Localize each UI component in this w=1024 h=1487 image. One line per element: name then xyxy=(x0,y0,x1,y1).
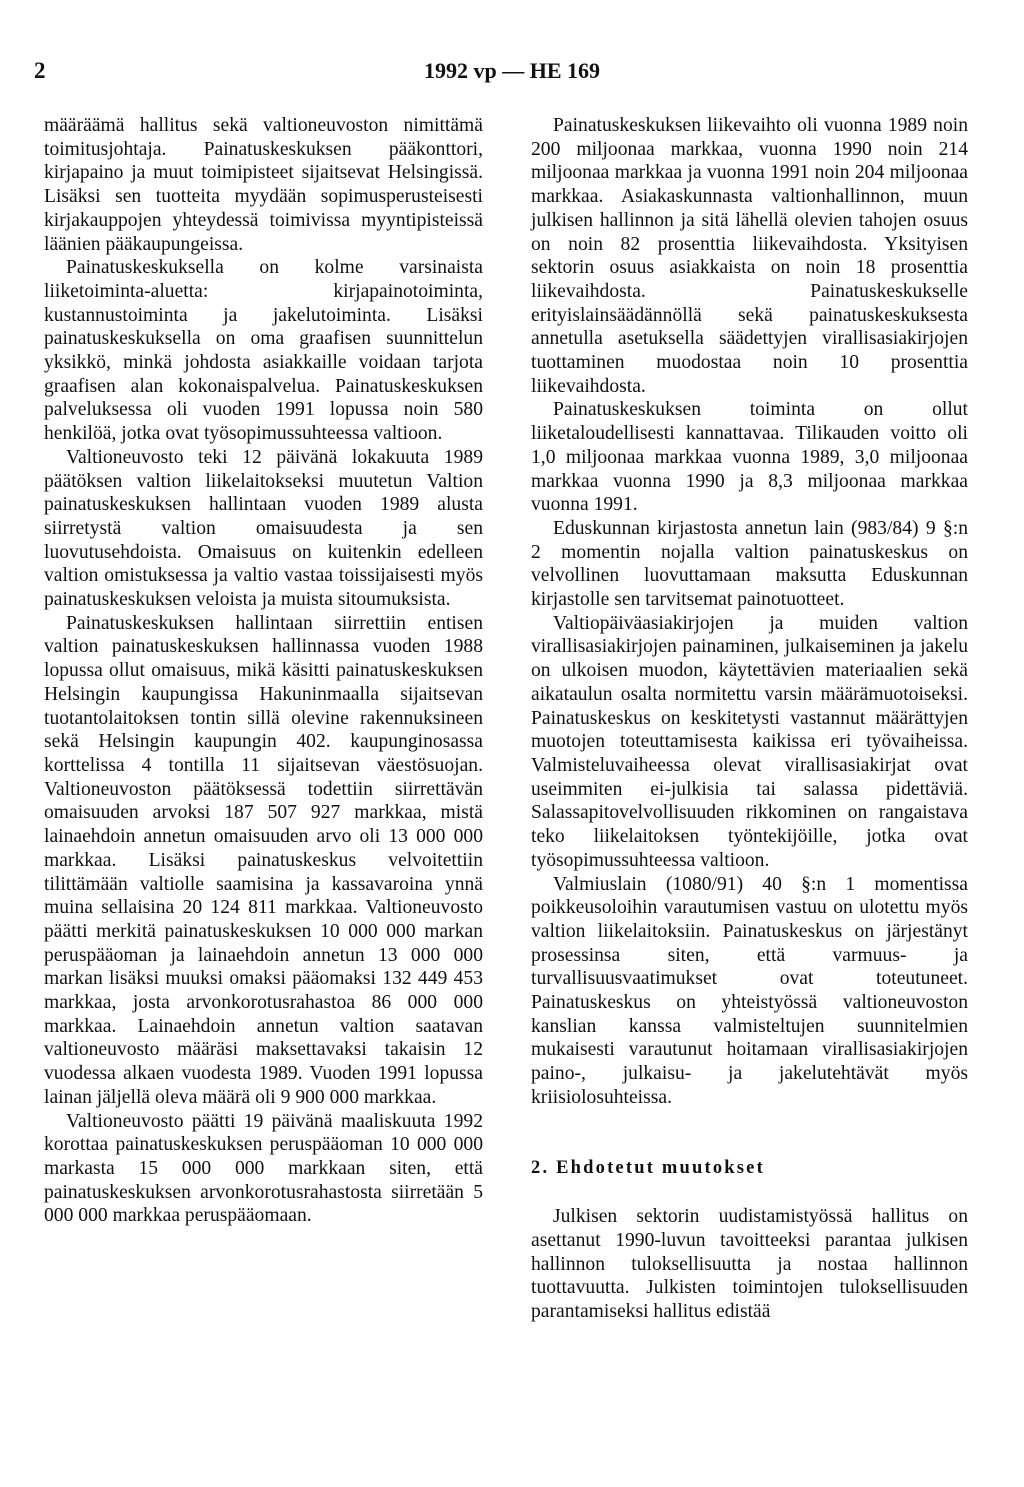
paragraph: Painatuskeskuksella on kolme varsinaista liiketoiminta-aluetta: kirjapainotoiminta, kustannustoiminta ja jakelutoiminta. Lisäksi painatuskeskuksella on oma graafisen suunnittelun yksikkö, minkä johdosta asiakkaille voidaan tarjota graafisen alan kokonaispalvelua. Painatuskeskuksen palveluksessa oli vuoden 1991 lopussa noin 580 henkilöä, jotka ovat työsopimussuhteessa valtioon. xyxy=(44,257,483,445)
page-number: 2 xyxy=(34,58,46,83)
paragraph: määräämä hallitus sekä valtioneuvoston nimittämä toimitusjohtaja. Painatuskeskuksen pääkonttori, kirjapaino ja muut toimipisteet sijaitsevat Helsingissä. Lisäksi sen tuotteita myydään sopimusperusteisesti kirjakauppojen yhteydessä toimivissa myyntipisteissä läänien pääkaupungeissa. xyxy=(44,115,483,255)
paragraph: Eduskunnan kirjastosta annetun lain (983/84) 9 §:n 2 momentin nojalla valtion painatuskeskus on velvollinen luovuttamaan maksutta Eduskunnan kirjastolle sen tarvitsemat painotuotteet. xyxy=(531,517,968,611)
paragraph: Painatuskeskuksen hallintaan siirrettiin entisen valtion painatuskeskuksen hallinnassa vuoden 1988 lopussa ollut omaisuus, mikä käsitti painatuskeskuksen Helsingin kaupungissa Hakuninmaalla sijaitsevan tuotantolaitoksen tontin sillä olevine rakennuksineen sekä Helsingin kaupungin 402. kaupunginosassa korttelissa 4 tontilla 11 sijaitsevan väestösuojan. Valtioneuvoston päätöksessä todettiin siirrettävän omaisuuden arvoksi 187 507 927 markkaa, mistä lainaehdoin annetun omaisuuden arvo oli 13 000 000 markkaa. Lisäksi painatuskeskus velvoitettiin tilittämään valtiolle saamisina ja kassavaroina ynnä muina sellaisina 20 124 811 markkaa. Valtioneuvosto päätti merkitä painatuskeskuksen 10 000 000 markan peruspääoman ja lainaehdoin annetun 13 000 000 markan lisäksi muuksi omaksi pääomaksi 132 449 453 markkaa, josta arvonkorotusrahastoa 86 000 000 markkaa. Lainaehdoin annetun valtion saatavan valtioneuvosto määräsi maksettavaksi takaisin 12 vuodessa alkaen vuodesta 1989. Vuoden 1991 lopussa lainan jäljellä oleva määrä oli 9 900 000 markkaa. xyxy=(44,612,483,1108)
paragraph: Valmiuslain (1080/91) 40 §:n 1 momentissa poikkeusoloihin varautumisen vastuu on ulotettu myös valtion liikelaitoksiin. Painatuskeskus on järjestänyt prosessinsa siten, että varmuus- ja turvallisuusvaatimukset ovat toteutuneet. Painatuskeskus on yhteistyössä valtioneuvoston kanslian kanssa valmisteltujen suunnitelmien mukaisesti varautunut hoitamaan virallisasiakirjojen paino-, julkaisu- ja jakelutehtävät myös kriisiolosuhteissa. xyxy=(531,873,968,1108)
paragraph: Valtioneuvosto päätti 19 päivänä maaliskuuta 1992 korottaa painatuskeskuksen peruspääoman 10 000 000 markasta 15 000 000 markkaan siten, että painatuskeskuksen arvonkorotusrahastosta siirretään 5 000 000 markkaa peruspääomaan. xyxy=(44,1110,483,1227)
paragraph: Painatuskeskuksen toiminta on ollut liiketaloudellisesti kannattavaa. Tilikauden voitto oli 1,0 miljoonaa markkaa vuonna 1989, 3,0 miljoonaa markkaa vuonna 1990 ja 8,3 miljoonaa markkaa vuonna 1991. xyxy=(531,399,968,516)
paragraph: Valtioneuvosto teki 12 päivänä lokakuuta 1989 päätöksen valtion liikelaitokseksi muutetun Valtion painatuskeskuksen hallintaan vuoden 1989 alusta siirretystä valtion omaisuudesta ja sen luovutusehdoista. Omaisuus on kuitenkin edelleen valtion omistuksessa ja valtio vastaa toissijaisesti myös painatuskeskuksen veloista ja muista sitoumuksista. xyxy=(44,446,483,611)
section-heading: 2. Ehdotetut muutokset xyxy=(531,1157,765,1178)
right-column xyxy=(531,114,968,1324)
running-header: 1992 vp — HE 169 xyxy=(423,58,601,83)
left-column xyxy=(44,114,483,1228)
paragraph: Julkisen sektorin uudistamistyössä hallitus on asettanut 1990-luvun tavoitteeksi parantaa julkisen hallinnon tuloksellisuutta ja nostaa hallinnon tuottavuutta. Julkisten toimintojen tuloksellisuuden parantamiseksi hallitus edistää xyxy=(531,1206,968,1323)
paragraph: Valtiopäiväasiakirjojen ja muiden valtion virallisasiakirjojen painaminen, julkaiseminen ja jakelu on ulkoisen muodon, käytettävien materiaalien sekä aikataulun osalta normitettu varsin määrämuotoiseksi. Painatuskeskus on keskitetysti vastannut määrättyjen muotojen toteuttamisesta kaikissa eri työvaiheissa. Valmisteluvaiheessa olevat virallisasiakirjat ovat useimmiten ei-julkisia tai salassa pidettäviä. Salassapitovelvollisuuden rikkominen on rangaistava teko liikelaitoksen työntekijöille, jotka ovat työsopimussuhteessa valtioon. xyxy=(531,612,968,871)
paragraph: Painatuskeskuksen liikevaihto oli vuonna 1989 noin 200 miljoonaa markkaa, vuonna 1990 noin 214 miljoonaa markkaa ja vuonna 1991 noin 204 miljoonaa markkaa. Asiakaskunnasta valtionhallinnon, muun julkisen hallinnon ja sitä lähellä olevien tahojen osuus on noin 82 prosenttia liikevaihdosta. Yksityisen sektorin osuus asiakkaista on noin 18 prosenttia liikevaihdosta. Painatuskeskukselle erityislainsäädännöllä sekä painatuskeskuksesta annetulla asetuksella säädettyjen virallisasiakirjojen tuottaminen muodostaa noin 10 prosenttia liikevaihdosta. xyxy=(531,115,968,397)
